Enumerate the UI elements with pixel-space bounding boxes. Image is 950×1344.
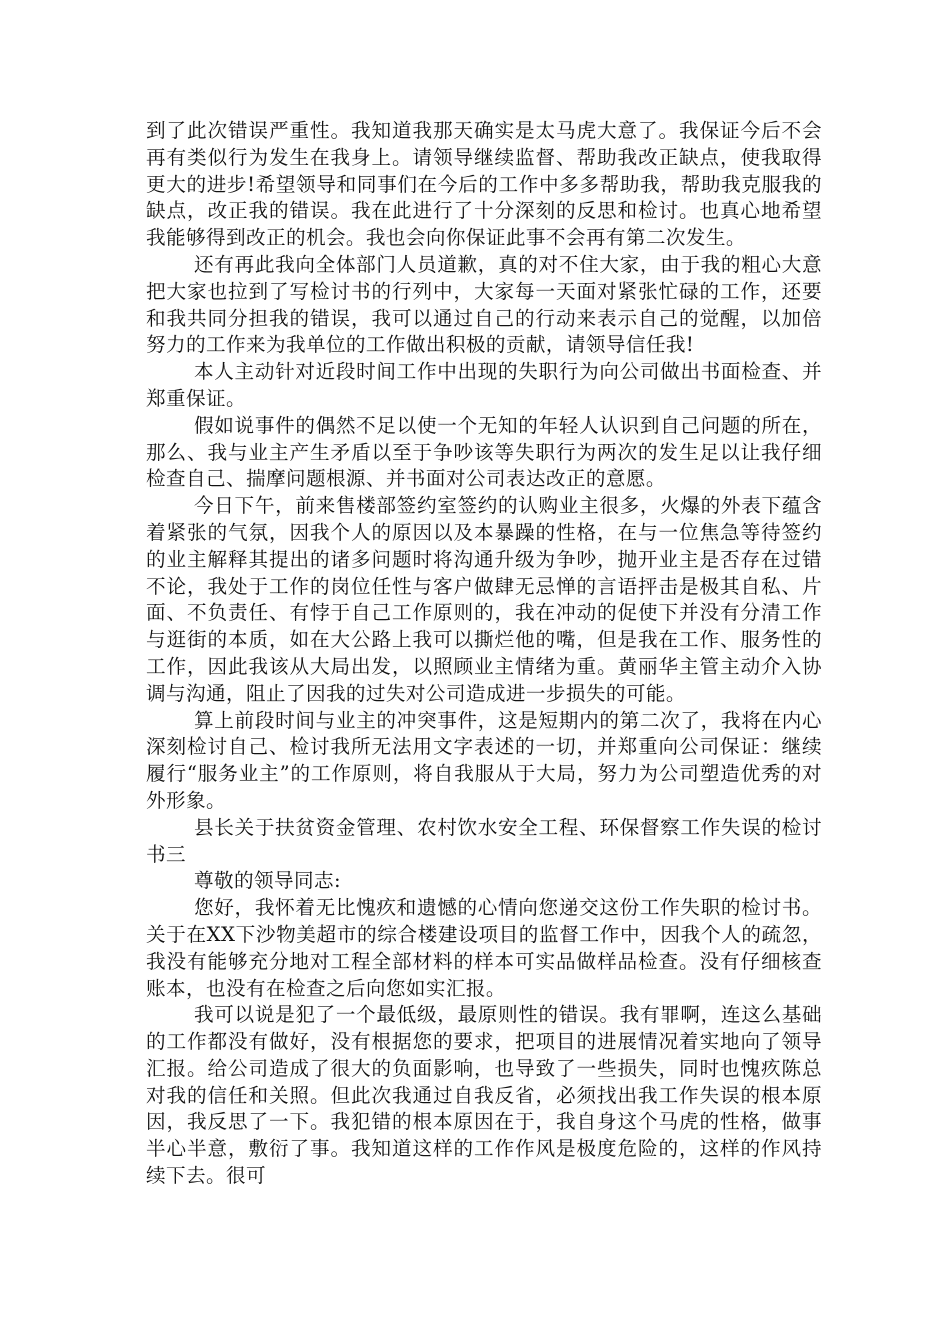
paragraph-3: 本人主动针对近段时间工作中出现的失职行为向公司做出书面检查、并郑重保证。 xyxy=(146,360,822,410)
paragraph-2: 还有再此我向全体部门人员道歉，真的对不住大家，由于我的粗心大意把大家也拉到了写检讨书的行列中，大家每一天面对紧张忙碌的工作，还要和我共同分担我的错误，我可以通过自己的行动来表示自己的觉醒，以加倍努力的工作来为我单位的工作做出积极的贡献，请领导信任我! xyxy=(146,252,822,357)
document-body xyxy=(146,118,822,1190)
paragraph-1: 到了此次错误严重性。我知道我那天确实是太马虎大意了。我保证今后不会再有类似行为发生在我身上。请领导继续监督、帮助我改正缺点，使我取得更大的进步!希望领导和同事们在今后的工作中多多帮助我，帮助我克服我的缺点，改正我的错误。我在此进行了十分深刻的反思和检讨。也真心地希望我能够得到改正的机会。我也会向你保证此事不会再有第二次发生。 xyxy=(146,119,822,250)
paragraph-10: 我可以说是犯了一个最低级，最原则性的错误。我有罪啊，连这么基础的工作都没有做好，没有根据您的要求，把项目的进展情况着实地向了领导汇报。给公司造成了很大的负面影响，也导致了一些损失，同时也愧疚陈总对我的信任和关照。但此次我通过自我反省，必须找出我工作失误的根本原因，我反思了一下。我犯错的根本原因在于，我自身这个马虎的性格，做事半心半意，敷衍了事。我知道这样的工作作风是极度危险的，这样的作风持续下去。很可 xyxy=(146,1003,822,1188)
paragraph-4: 假如说事件的偶然不足以使一个无知的年轻人认识到自己问题的所在，那么、我与业主产生矛盾以至于争吵该等失职行为两次的发生足以让我仔细检查自己、揣摩问题根源、并书面对公司表达改正的意愿。 xyxy=(146,413,822,491)
paragraph-9: 您好，我怀着无比愧疚和遗憾的心情向您递交这份工作失职的检讨书。关于在XX下沙物美超市的综合楼建设项目的监督工作中，因我个人的疏忽，我没有能够充分地对工程全部材料的样本可实品做样品检查。没有仔细核查账本，也没有在检查之后向您如实汇报。 xyxy=(146,896,822,1000)
section-heading: 县长关于扶贫资金管理、农村饮水安全工程、环保督察工作失误的检讨书三 xyxy=(146,815,822,866)
paragraph-6: 算上前段时间与业主的冲突事件，这是短期内的第二次了，我将在内心深刻检讨自己、检讨我所无法用文字表述的一切，并郑重向公司保证：继续履行“服务业主”的工作原则，将自我服从于大局，努力为公司塑造优秀的对外形象。 xyxy=(146,708,822,812)
paragraph-5: 今日下午，前来售楼部签约室签约的认购业主很多，火爆的外表下蕴含着紧张的气氛，因我个人的原因以及本暴躁的性格，在与一位焦急等待签约的业主解释其提出的诸多问题时将沟通升级为争吵，抛开业主是否存在过错不论，我处于工作的岗位任性与客户做肆无忌惮的言语抨击是极其自私、片面、不负责任、有悖于自己工作原则的，我在冲动的促使下并没有分清工作与逛街的本质，如在大公路上我可以撕烂他的嘴，但是我在工作、服务性的工作，因此我该从大局出发，以照顾业主情绪为重。黄丽华主管主动介入协调与沟通，阻止了因我的过失对公司造成进一步损失的可能。 xyxy=(146,494,822,705)
salutation: 尊敬的领导同志: xyxy=(194,869,341,893)
